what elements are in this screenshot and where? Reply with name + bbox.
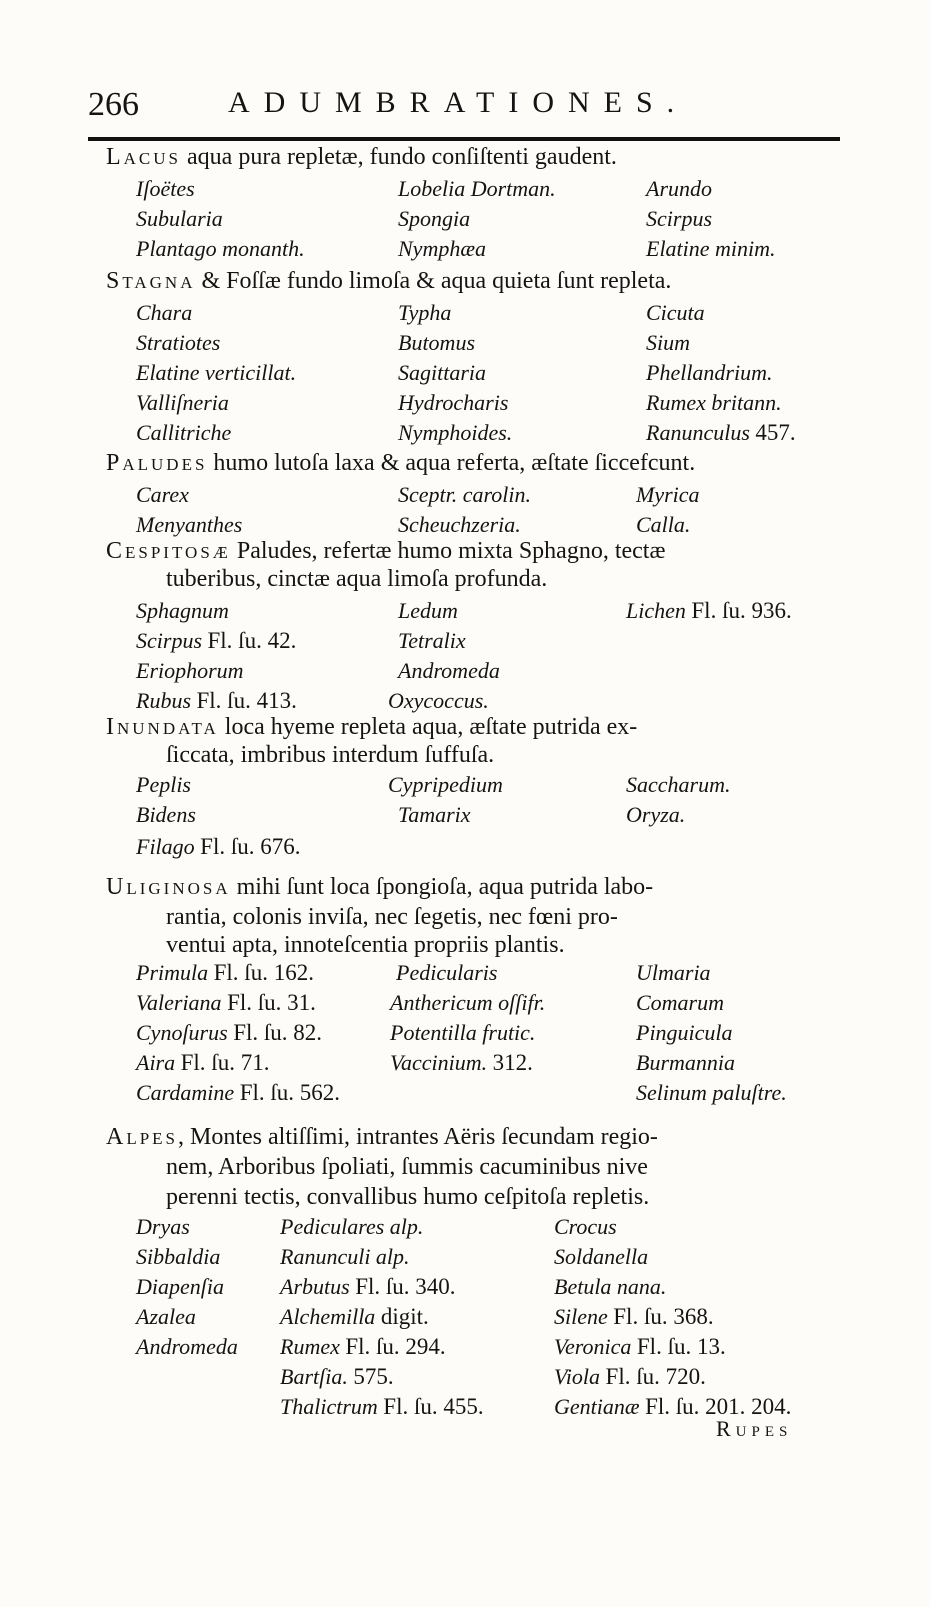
taxon-reference: Fl. ſu. 340. [355, 1274, 456, 1299]
taxon: Oryza. [626, 802, 686, 827]
paragraph-text: Paludes, refertæ humo mixta Sphagno, tectæ [230, 538, 666, 564]
taxon: Typha [398, 300, 452, 325]
taxon: Nymphæa [398, 236, 486, 261]
paragraph-text: , Montes altiſſimi, intrantes Aëris ſecundam regio- [178, 1124, 658, 1150]
taxon-name: Aira [136, 1050, 176, 1075]
taxon: Sibbaldia [136, 1244, 221, 1269]
taxon-reference: digit. [380, 1304, 429, 1329]
taxon-name: Primula [136, 960, 209, 985]
running-title: ADUMBRATIONES. [228, 86, 689, 119]
taxon-name: Vaccinium. [390, 1050, 488, 1075]
paragraph-text: loca hyeme repleta aqua, æſtate putrida ex- [218, 714, 638, 740]
taxon: Stratiotes [136, 330, 221, 355]
taxon-reference: 457. [755, 420, 796, 445]
paragraph-continuation: ſiccata, imbribus interdum ſuffuſa. [166, 742, 495, 768]
paragraph-text: & Foſſæ fundo limoſa & aqua quieta ſunt repleta. [195, 268, 672, 294]
taxon-name: Veronica [554, 1334, 632, 1359]
taxon-reference: Fl. ſu. 368. [613, 1304, 714, 1329]
taxon-reference: Fl. ſu. 162. [213, 960, 314, 985]
taxon [280, 1334, 446, 1360]
taxon-reference: Fl. ſu. 676. [200, 834, 301, 859]
taxon-name: Lichen [626, 598, 686, 623]
taxon [554, 1334, 726, 1360]
taxon: Hydrocharis [398, 390, 509, 415]
catchword: Rupes [716, 1416, 793, 1441]
taxon-reference: Fl. ſu. 82. [233, 1020, 323, 1045]
lead-word: Alpes [106, 1124, 179, 1150]
taxon: Ledum [398, 598, 458, 623]
taxon: Pinguicula [636, 1020, 733, 1045]
taxon: Carex [136, 482, 189, 507]
taxon-name: Valeriana [136, 990, 222, 1015]
taxon: Plantago monanth. [136, 236, 305, 261]
taxon: Arundo [646, 176, 712, 201]
taxon: Cicuta [646, 300, 705, 325]
lead-word: Stagna [106, 268, 196, 294]
lead-word: Lacus [106, 144, 182, 170]
paragraph-stagna [106, 266, 671, 296]
taxon-reference: Fl. ſu. 71. [180, 1050, 270, 1075]
taxon: Sagittaria [398, 360, 487, 385]
taxon-reference: Fl. ſu. 455. [383, 1394, 484, 1419]
taxon: Iſoëtes [136, 176, 195, 201]
taxon: Elatine minim. [646, 236, 776, 261]
taxon: Oxycoccus. [388, 688, 489, 713]
taxon [136, 1020, 322, 1046]
taxon: Saccharum. [626, 772, 731, 797]
taxon: Menyanthes [136, 512, 243, 537]
taxon [554, 1304, 714, 1330]
taxon-name: Ranunculus [646, 420, 750, 445]
taxon-name: Viola [554, 1364, 601, 1389]
taxon [280, 1304, 429, 1330]
paragraph-lacus [106, 142, 617, 172]
taxon: Azalea [136, 1304, 196, 1329]
paragraph-paludes [106, 448, 695, 478]
paragraph-inundata [106, 712, 637, 742]
taxon [136, 628, 296, 654]
taxon: Eriophorum [136, 658, 244, 683]
taxon: Betula nana. [554, 1274, 667, 1299]
taxon [554, 1364, 706, 1390]
taxon: Andromeda [398, 658, 500, 683]
taxon: Myrica [636, 482, 700, 507]
taxon-reference: Fl. ſu. 936. [691, 598, 792, 623]
taxon: Burmannia [636, 1050, 735, 1075]
page-number: 266 [88, 86, 139, 123]
taxon-reference: Fl. ſu. 31. [227, 990, 316, 1015]
taxon-reference: Fl. ſu. 562. [239, 1080, 341, 1105]
taxon: Butomus [398, 330, 475, 355]
paragraph-text: mihi ſunt loca ſpongioſa, aqua putrida labo- [230, 874, 654, 900]
taxon-reference: Fl. ſu. 201. 204. [645, 1394, 792, 1419]
taxon: Comarum [636, 990, 725, 1015]
taxon-name: Cynoſurus [136, 1020, 228, 1045]
lead-word: Cespitosæ [106, 538, 231, 564]
taxon: Andromeda [136, 1334, 238, 1359]
lead-word: Uliginosa [106, 874, 231, 900]
taxon: Tamarix [398, 802, 471, 827]
taxon: Nymphoides. [398, 420, 513, 445]
taxon [136, 960, 314, 986]
taxon: Bidens [136, 802, 196, 827]
taxon-reference: 575. [353, 1364, 394, 1389]
taxon-reference: Fl. ſu. 13. [636, 1334, 726, 1359]
taxon: Selinum paluſtre. [636, 1080, 787, 1105]
paragraph-text: aqua pura repletæ, fundo conſiſtenti gaudent. [181, 144, 617, 170]
taxon: Subularia [136, 206, 223, 231]
taxon: Sium [646, 330, 690, 355]
taxon: Anthericum oſſifr. [390, 990, 546, 1015]
paragraph-uliginosa [106, 872, 653, 902]
lead-word: Inundata [106, 714, 219, 740]
taxon [136, 1050, 269, 1076]
taxon: Dryas [136, 1214, 190, 1239]
taxon: Spongia [398, 206, 471, 231]
page-header [88, 80, 848, 140]
paragraph-continuation: ventui apta, innoteſcentia propriis plantis. [166, 932, 565, 958]
paragraph-continuation: perenni tectis, convallibus humo ceſpitoſa repletis. [166, 1184, 650, 1210]
paragraph-text: humo lutoſa laxa & aqua referta, æſtate ſiccefcunt. [207, 450, 696, 476]
taxon [280, 1364, 394, 1390]
header-rule [88, 137, 840, 141]
paragraph-continuation: tuberibus, cinctæ aqua limoſa profunda. [166, 566, 548, 592]
taxon: Chara [136, 300, 193, 325]
taxon-name: Scirpus [136, 628, 202, 653]
taxon: Pedicularis [396, 960, 498, 985]
taxon [136, 990, 316, 1016]
taxon: Valliſneria [136, 390, 229, 415]
taxon: Sceptr. carolin. [398, 482, 531, 507]
taxon: Crocus [554, 1214, 617, 1239]
taxon-name: Filago [136, 834, 195, 859]
taxon-reference: Fl. ſu. 42. [207, 628, 297, 653]
taxon: Ulmaria [636, 960, 711, 985]
taxon: Rumex britann. [646, 390, 782, 415]
taxon-reference: Fl. ſu. 294. [345, 1334, 446, 1359]
taxon [646, 420, 796, 446]
paragraph-alpes [106, 1122, 658, 1152]
taxon: Potentilla frutic. [390, 1020, 536, 1045]
taxon: Phellandrium. [646, 360, 773, 385]
taxon: Ranunculi alp. [280, 1244, 410, 1269]
taxon-reference: 312. [492, 1050, 533, 1075]
taxon: Scirpus [646, 206, 712, 231]
taxon: Soldanella [554, 1244, 649, 1269]
taxon: Scheuchzeria. [398, 512, 521, 537]
taxon: Callitriche [136, 420, 232, 445]
taxon-reference: Fl. ſu. 413. [196, 688, 297, 713]
taxon [280, 1274, 456, 1300]
taxon-name: Silene [554, 1304, 608, 1329]
taxon-name: Alchemilla [280, 1304, 376, 1329]
taxon-name: Thalictrum [280, 1394, 378, 1419]
paragraph-continuation: rantia, colonis inviſa, nec ſegetis, nec fœni pro- [166, 904, 618, 930]
taxon-name: Cardamine [136, 1080, 235, 1105]
taxon-name: Gentianæ [554, 1394, 640, 1419]
taxon: Pediculares alp. [280, 1214, 424, 1239]
taxon: Calla. [636, 512, 691, 537]
taxon: Lobelia Dortman. [398, 176, 556, 201]
paragraph-continuation: nem, Arboribus ſpoliati, ſummis cacuminibus nive [166, 1154, 648, 1180]
taxon: Elatine verticillat. [136, 360, 297, 385]
taxon [136, 688, 297, 714]
taxon [136, 1080, 340, 1106]
taxon [626, 598, 792, 624]
taxon: Tetralix [398, 628, 466, 653]
taxon: Cypripedium [388, 772, 503, 797]
taxon: Diapenſia [136, 1274, 224, 1299]
taxon-reference: Fl. ſu. 720. [605, 1364, 706, 1389]
taxon-name: Bartſia. [280, 1364, 348, 1389]
taxon-name: Rumex [280, 1334, 340, 1359]
lead-word: Paludes [106, 450, 208, 476]
taxon [136, 834, 301, 860]
taxon [390, 1050, 533, 1076]
taxon-name: Rubus [136, 688, 191, 713]
taxon [280, 1394, 484, 1420]
taxon-name: Arbutus [280, 1274, 350, 1299]
paragraph-cespitosae [106, 536, 665, 566]
taxon: Sphagnum [136, 598, 229, 623]
taxon: Peplis [136, 772, 191, 797]
